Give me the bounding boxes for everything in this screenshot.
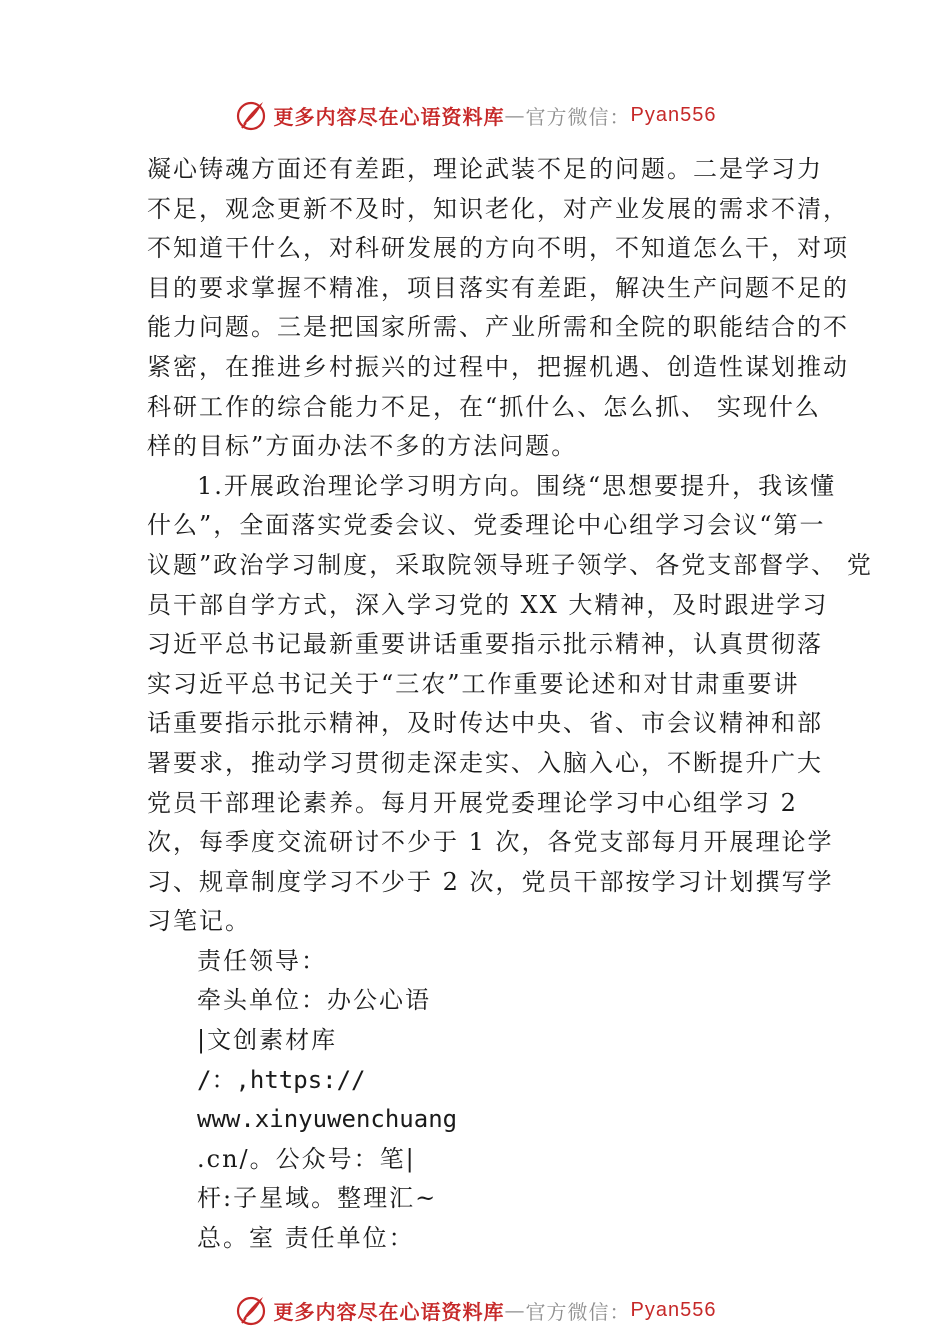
- banner-wechat-id: Pyan556: [630, 103, 717, 126]
- text-line: 党员干部理论素养。每月开展党委理论学习中心组学习 2: [147, 788, 798, 817]
- paragraph-political-study: [147, 467, 873, 942]
- url-line: /：,https://: [197, 1065, 366, 1094]
- text-line: 1.开展政治理论学习明方向。围绕“思想要提升，我该懂: [197, 471, 837, 500]
- text-line: 次，每季度交流研讨不少于 1 次，各党支部每月开展理论学: [147, 828, 834, 857]
- responsible-unit-line: 总。室 责任单位：: [197, 1224, 415, 1253]
- banner-separator: —: [504, 1298, 526, 1322]
- text-line: 习近平总书记最新重要讲话重要指示批示精神，认真贯彻落: [147, 630, 823, 659]
- banner-main-text: 更多内容尽在心语资料库: [273, 1299, 505, 1324]
- text-line: 署要求，推动学习贯彻走深走实、入脑入心，不断提升广大: [147, 748, 823, 777]
- text-line: 凝心铸魂方面还有差距，理论武装不足的问题。二是学习力: [147, 155, 823, 183]
- header-watermark-banner: [0, 95, 950, 135]
- responsible-leader-line: 责任领导：: [197, 946, 327, 975]
- text-line: 不足，观念更新不及时，知识老化，对产业发展的需求不清，: [147, 194, 849, 223]
- text-line: .cn/。公众号：笔|: [197, 1144, 416, 1173]
- text-line: 不知道干什么，对科研发展的方向不明，不知道怎么干，对项: [147, 234, 849, 263]
- text-line: 员干部自学方式，深入学习党的 XX 大精神，及时跟进学习: [147, 590, 829, 619]
- text-line: |文创素材库: [197, 1026, 338, 1055]
- responsibility-block: [147, 942, 827, 1259]
- text-line: 习、规章制度学习不少于 2 次，党员干部按学习计划撰写学: [147, 867, 834, 896]
- text-line: 科研工作的综合能力不足，在“抓什么、怎么抓、 实现什么: [147, 392, 821, 421]
- paragraph-problems: [147, 150, 849, 467]
- quill-seal-icon: [234, 1293, 268, 1327]
- banner-wechat-label: 官方微信：: [525, 1299, 631, 1324]
- banner-wechat-id: Pyan556: [630, 1298, 717, 1321]
- text-line: 能力问题。三是把国家所需、产业所需和全院的职能结合的不: [147, 313, 849, 342]
- text-line: 议题”政治学习制度，采取院领导班子领学、各党支部督学、 党: [147, 550, 873, 579]
- document-body: [147, 150, 873, 1259]
- text-line: 习笔记。: [147, 907, 251, 936]
- text-line: 什么”，全面落实党委会议、党委理论中心组学习会议“第一: [147, 511, 826, 540]
- text-line: 杆:子星域。整理汇~: [197, 1184, 438, 1213]
- text-line: 紧密，在推进乡村振兴的过程中，把握机遇、创造性谋划推动: [147, 352, 849, 381]
- text-line: 实习近平总书记关于“三农”工作重要论述和对甘肃重要讲: [147, 669, 800, 698]
- quill-seal-icon: [234, 98, 268, 132]
- banner-main-text: 更多内容尽在心语资料库: [273, 104, 505, 129]
- text-line: 样的目标”方面办法不多的方法问题。: [147, 432, 578, 461]
- url-line: www.xinyuwenchuang: [197, 1105, 458, 1134]
- footer-watermark-banner: [0, 1290, 950, 1330]
- banner-separator: —: [504, 103, 526, 127]
- lead-unit-line: 牵头单位：办公心语: [197, 986, 431, 1015]
- text-line: 话重要指示批示精神，及时传达中央、省、市会议精神和部: [147, 709, 823, 738]
- banner-wechat-label: 官方微信：: [525, 104, 631, 129]
- text-line: 目的要求掌握不精准，项目落实有差距，解决生产问题不足的: [147, 273, 849, 302]
